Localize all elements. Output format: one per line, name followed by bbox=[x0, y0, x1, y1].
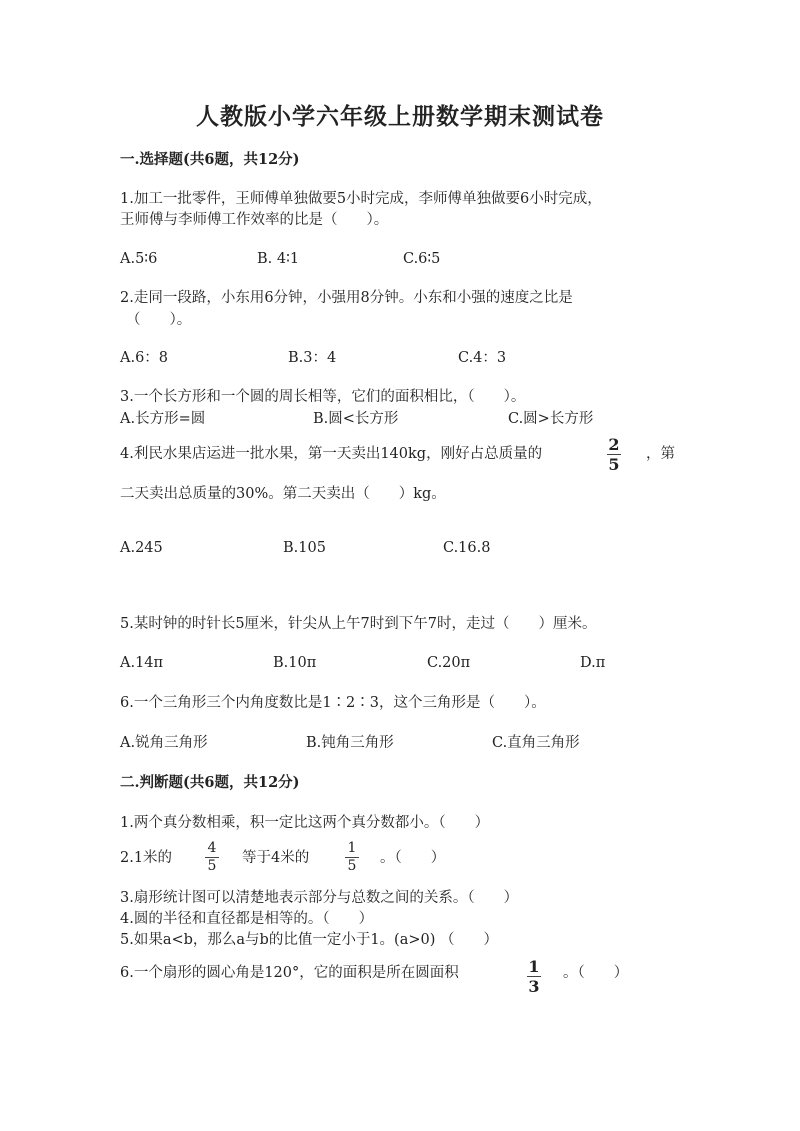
question-3-option-a: A.长方形=圆 bbox=[120, 411, 206, 427]
judgment-3-text: 3.扇形统计图可以清楚地表示部分与总数之间的关系。（ ） bbox=[120, 890, 519, 906]
judgment-5-text: 5.如果a<b，那么a与b的比值一定小于1。(a>0) （ ） bbox=[120, 932, 499, 948]
question-4-option-b: B.105 bbox=[283, 540, 326, 556]
question-1-option-c: C.6∶5 bbox=[403, 251, 441, 267]
fraction-numerator: 1 bbox=[528, 957, 540, 976]
fraction-numerator: 4 bbox=[207, 840, 217, 856]
fraction-denominator: 5 bbox=[347, 858, 357, 874]
question-4-line-2: 二天卖出总质量的30%。第二天卖出（ ）kg。 bbox=[120, 486, 446, 502]
question-6-option-b: B.钝角三角形 bbox=[306, 735, 394, 751]
judgment-4-text: 4.圆的半径和直径都是相等的。（ ） bbox=[120, 911, 374, 927]
question-2-option-b: B.3：4 bbox=[288, 350, 337, 366]
question-1-option-b: B. 4∶1 bbox=[257, 251, 300, 267]
fraction-numerator: 1 bbox=[347, 840, 357, 856]
question-1-option-a: A.5∶6 bbox=[120, 251, 158, 267]
question-5-option-a: A.14π bbox=[120, 655, 164, 671]
question-5-option-c: C.20π bbox=[427, 655, 471, 671]
question-1-line-2: 王师傅与李师傅工作效率的比是（ ）。 bbox=[120, 212, 389, 228]
question-1-line-1: 1.加工一批零件，王师傅单独做要5小时完成，李师傅单独做要6小时完成， bbox=[120, 191, 602, 207]
question-6-text: 6.一个三角形三个内角度数比是1∶2∶3，这个三角形是（ ）。 bbox=[120, 695, 546, 711]
judgment-2-fraction-2 bbox=[342, 841, 362, 874]
judgment-2-part-3: 。（ ） bbox=[380, 850, 446, 866]
judgment-1-text: 1.两个真分数相乘，积一定比这两个真分数都小。（ ） bbox=[120, 815, 490, 831]
fraction-denominator: 3 bbox=[528, 977, 540, 996]
question-2-option-a: A.6：8 bbox=[120, 350, 169, 366]
question-2-option-c: C.4：3 bbox=[458, 350, 507, 366]
fraction-denominator: 5 bbox=[207, 858, 217, 874]
question-2-line-1: 2.走同一段路，小东用6分钟，小强用8分钟。小东和小强的速度之比是 bbox=[120, 290, 573, 306]
question-4-line-1-end: ，第 bbox=[646, 446, 675, 462]
question-4-fraction bbox=[604, 436, 624, 473]
question-5-option-d: D.π bbox=[580, 655, 606, 671]
question-6-option-c: C.直角三角形 bbox=[492, 735, 580, 751]
judgment-2-part-2: 等于4米的 bbox=[242, 850, 310, 866]
section-heading-choice: 一.选择题(共6题，共12分) bbox=[120, 151, 300, 168]
question-4-option-c: C.16.8 bbox=[443, 540, 491, 556]
question-6-option-a: A.锐角三角形 bbox=[120, 735, 208, 751]
fraction-numerator: 2 bbox=[608, 435, 620, 454]
judgment-6-part-2: 。（ ） bbox=[563, 965, 629, 981]
section-heading-judgment: 二.判断题(共6题，共12分) bbox=[120, 774, 300, 791]
judgment-6-part-1: 6.一个扇形的圆心角是120°，它的面积是所在圆面积 bbox=[120, 965, 459, 981]
judgment-2-part-1: 2.1米的 bbox=[120, 850, 173, 866]
question-3-text: 3.一个长方形和一个圆的周长相等，它们的面积相比，（ ）。 bbox=[120, 389, 526, 405]
question-2-line-2: （ ）。 bbox=[126, 312, 192, 328]
question-4-option-a: A.245 bbox=[120, 540, 163, 556]
fraction-denominator: 5 bbox=[608, 455, 620, 474]
question-5-option-b: B.10π bbox=[273, 655, 317, 671]
question-4-line-1: 4.利民水果店运进一批水果，第一天卖出140kg，刚好占总质量的 bbox=[120, 446, 543, 462]
judgment-2-fraction-1 bbox=[202, 841, 222, 874]
question-3-option-c: C.圆>长方形 bbox=[508, 411, 594, 427]
judgment-6-fraction bbox=[524, 958, 544, 995]
question-5-text: 5.某时钟的时针长5厘米，针尖从上午7时到下午7时，走过（ ）厘米。 bbox=[120, 616, 597, 632]
page-title: 人教版小学六年级上册数学期末测试卷 bbox=[196, 103, 604, 130]
question-3-option-b: B.圆<长方形 bbox=[313, 411, 399, 427]
